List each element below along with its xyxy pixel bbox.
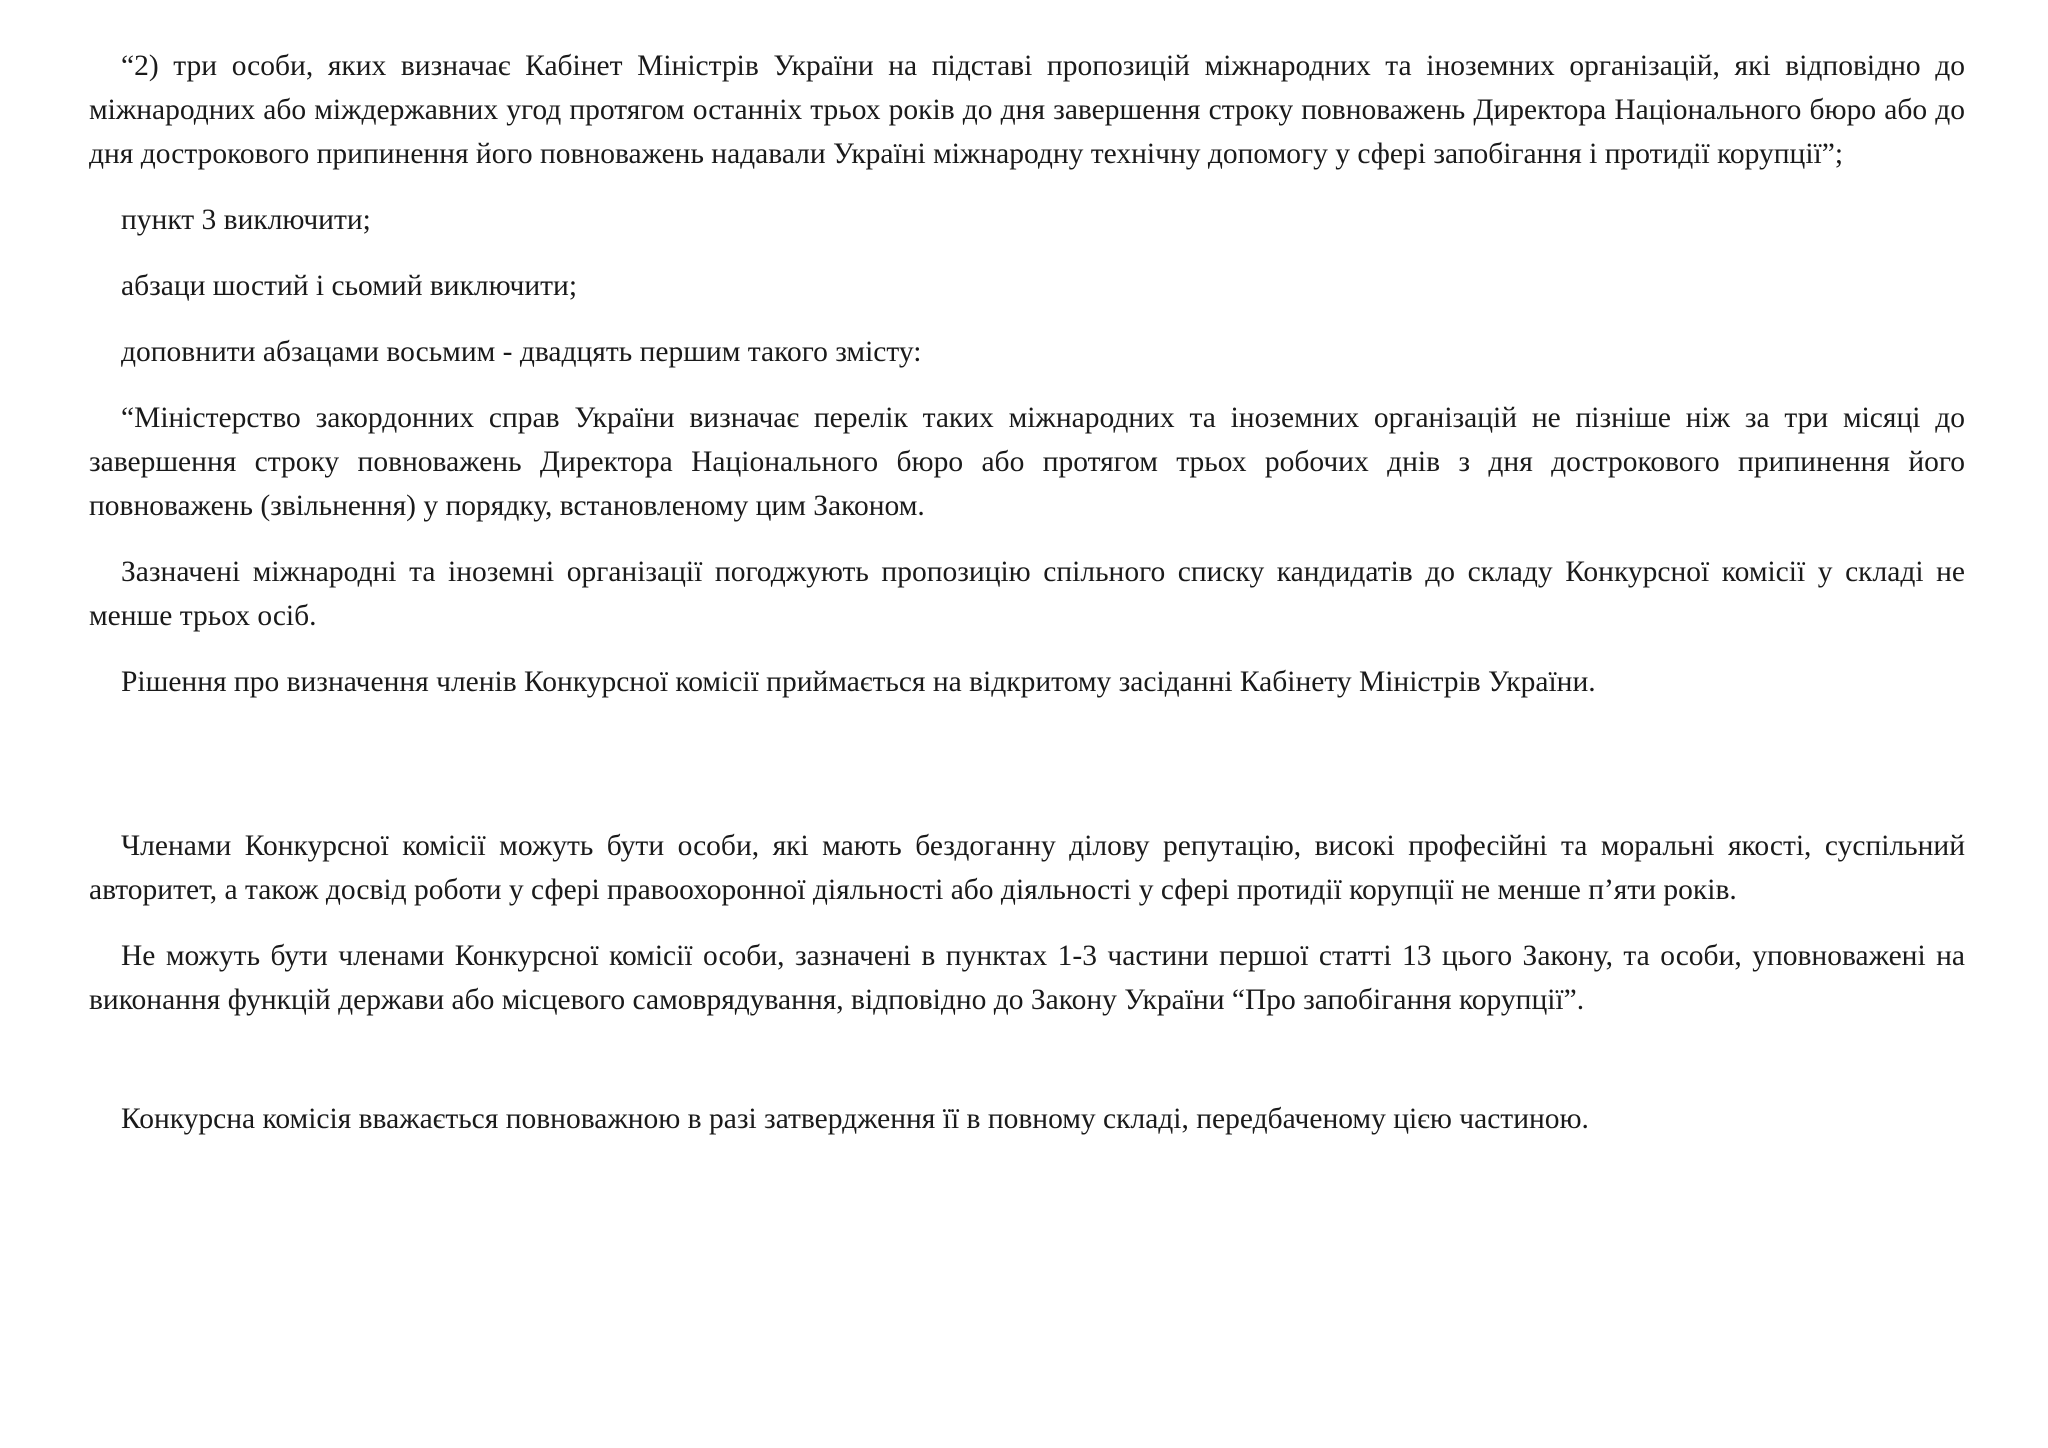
paragraph-delete-6-7: абзаци шостий і сьомий виключити;: [121, 270, 578, 302]
document-page: [89, 44, 1965, 1141]
paragraph-member-requirements: Членами Конкурсної комісії можуть бути особи, які мають бездоганну ділову репутацію, високі професійні та моральні якості, суспільний авторитет, а також досвід роботи у сфері правоохоронної діяльності або діяльності у сфері протидії корупції не менше п’яти років.: [89, 830, 1965, 906]
paragraph-commission-quorum: Конкурсна комісія вважається повноважною в разі затвердження її в повному складі, передбаченому цією частиною.: [121, 1103, 1589, 1135]
paragraph-item-2-definition: “2) три особи, яких визначає Кабінет Міністрів України на підставі пропозицій міжнародних та іноземних організацій, які відповідно до міжнародних або міждержавних угод протягом останніх трьох років до дня завершення строку повноважень Директора Національного бюро або до дня дострокового припинення його повноважень надавали Україні міжнародну технічну допомогу у сфері запобігання і протидії корупції”;: [89, 50, 1965, 170]
paragraph-point-3-delete: пункт 3 виключити;: [121, 204, 371, 236]
paragraph-organizations-agree: Зазначені міжнародні та іноземні організації погоджують пропозицію спільного списку кандидатів до складу Конкурсної комісії у складі не менше трьох осіб.: [89, 556, 1965, 632]
paragraph-supplement: доповнити абзацами восьмим - двадцять першим такого змісту:: [121, 336, 922, 368]
paragraph-cabinet-decision: Рішення про визначення членів Конкурсної комісії приймається на відкритому засіданні Кабінету Міністрів України.: [121, 666, 1596, 698]
paragraph-mfa-list: “Міністерство закордонних справ України визначає перелік таких міжнародних та іноземних організацій не пізніше ніж за три місяці до завершення строку повноважень Директора Національного бюро або протягом трьох робочих днів з дня дострокового припинення його повноважень (звільнення) у порядку, встановленому цим Законом.: [89, 402, 1965, 522]
paragraph-member-exclusions: Не можуть бути членами Конкурсної комісії особи, зазначені в пунктах 1-3 частини першої статті 13 цього Закону, та особи, уповноважені на виконання функцій держави або місцевого самоврядування, відповідно до Закону України “Про запобігання корупції”.: [89, 940, 1965, 1016]
